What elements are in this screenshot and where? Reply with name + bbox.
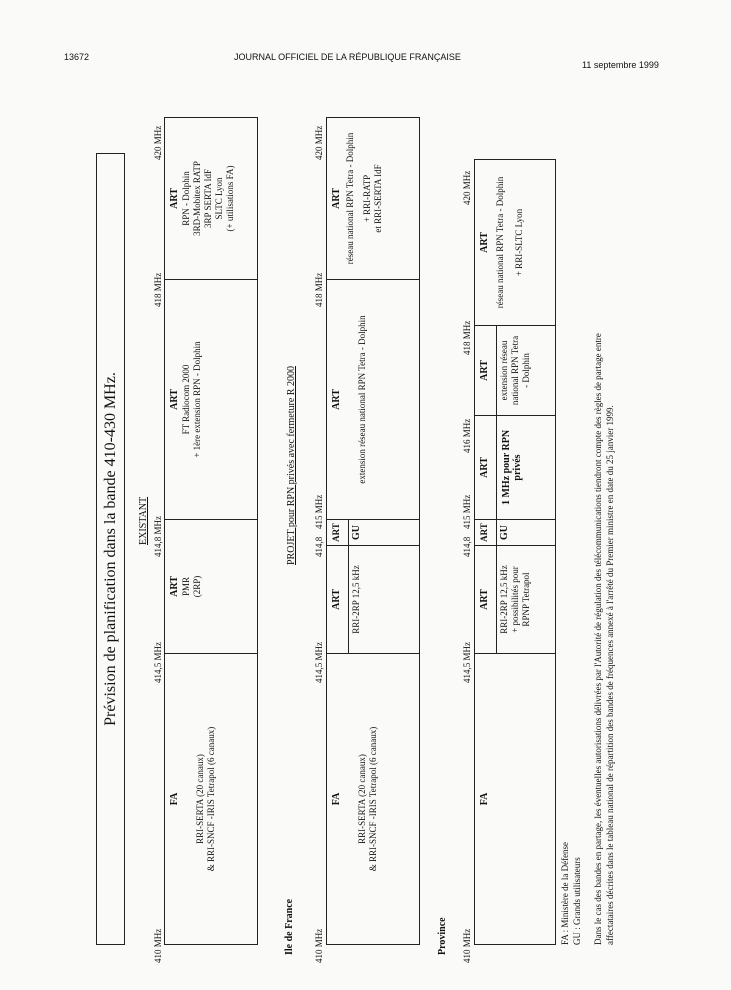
freq-label: 420 MHz	[462, 170, 472, 205]
cell-text: + 1ère extension RPN - Dolphin	[192, 341, 202, 458]
cell-text: + RRI-SLTC Lyon	[514, 208, 524, 277]
legend-fa: FA : Ministère de la Défense	[560, 841, 570, 945]
ile-de-france-table	[326, 117, 420, 945]
art-cell	[165, 280, 257, 520]
cell-text: 1 MHz pour RPN	[501, 429, 512, 506]
cell-text: extension réseau national RPN Tetra - Dolphin	[357, 315, 367, 484]
art-cell	[165, 118, 257, 280]
section-existant-label: EXISTANT	[138, 496, 149, 545]
footnote-line-1: Dans le cas des bandes en partage, les éventuelles autorisations délivrées par l'Autorité de régulation des télécommunications tiendront compte des règles de partage entre	[593, 333, 603, 945]
legend-gu: GU : Grands utilisateurs	[572, 857, 582, 945]
fa-cell	[165, 654, 257, 944]
freq-label: 418 MHz	[153, 272, 163, 307]
gu-label: GU	[499, 525, 510, 540]
cell-heading: FA	[169, 792, 180, 806]
cell-heading: ART	[331, 523, 341, 542]
cell-text: privés	[512, 454, 523, 481]
rotated-page-content	[56, 85, 656, 965]
cell-heading: ART	[479, 232, 490, 253]
freq-label: 416 MHz	[462, 418, 472, 453]
cell-text: SLTC Lyon	[214, 177, 224, 220]
freq-label: 415 MHz	[462, 494, 472, 529]
cell-text: - Dolphin	[521, 353, 531, 388]
region-ile-de-france: Ile de France	[284, 898, 295, 955]
cell-heading: ART	[169, 188, 180, 209]
art-cell	[475, 160, 555, 326]
freq-label: 414,8	[314, 536, 324, 557]
art-cell	[327, 280, 419, 520]
footnote-line-2: affectataires décrites dans le tableau national de répartition des bandes de fréquences annexé à l'arrêté du Premier ministre en date du 25 janvier 1999.	[605, 405, 615, 945]
freq-label: 414,5 MHz	[153, 642, 163, 683]
region-province: Province	[437, 917, 448, 955]
page-number: 13672	[64, 52, 90, 62]
freq-label: 414,8	[462, 536, 472, 557]
gu-label: GU	[351, 525, 362, 540]
freq-label: 414,5 MHz	[462, 642, 472, 683]
cell-heading: ART	[169, 389, 180, 410]
freq-label: 414,5 MHz	[314, 642, 324, 683]
fa-cell	[475, 654, 555, 944]
art-cell	[327, 546, 419, 654]
freq-label: 420 MHz	[153, 125, 163, 160]
cell-text: FT Radiocom 2000	[181, 364, 191, 435]
art-cell	[475, 416, 555, 520]
cell-heading: ART	[479, 457, 490, 478]
cell-heading: FA	[331, 792, 342, 806]
cell-text: RRI-2RP 12,5 kHz	[351, 565, 361, 634]
freq-label: 418 MHz	[314, 272, 324, 307]
gu-cell	[475, 520, 555, 546]
cell-text: & RRI-SNCF -IRIS Tetrapol (6 canaux)	[206, 726, 216, 872]
cell-text: (+ utilisations FA)	[225, 165, 235, 232]
gu-cell	[327, 520, 419, 546]
freq-label: 414,8 MHz	[153, 516, 163, 557]
cell-heading: FA	[479, 792, 490, 806]
cell-heading: ART	[169, 576, 180, 597]
freq-label: 410 MHz	[314, 928, 324, 963]
cell-text: RRI-SERTA (20 canaux)	[357, 754, 367, 844]
cell-heading: ART	[479, 360, 490, 381]
publication-date: 11 septembre 1999	[582, 60, 659, 70]
cell-text: RPNP Tetrapol	[521, 572, 531, 627]
cell-text: et RRI-SERTA IdF	[373, 164, 383, 233]
cell-text: 3RP SERTA IdF	[203, 169, 213, 228]
freq-label: 415 MHz	[314, 494, 324, 529]
cell-text: 3RD-Mobitex RATP	[192, 161, 202, 236]
art-cell	[475, 326, 555, 416]
cell-text: + RRI-RATP	[362, 174, 372, 223]
cell-text: RRI-SERTA (20 canaux)	[195, 754, 205, 844]
existant-table	[164, 117, 258, 945]
journal-title: JOURNAL OFFICIEL DE LA RÉPUBLIQUE FRANÇAISE	[234, 52, 461, 62]
fa-cell	[327, 654, 419, 944]
cell-text: + possibilités pour	[510, 566, 520, 633]
cell-heading: ART	[331, 589, 342, 610]
art-cell	[327, 118, 419, 280]
cell-text: national RPN Tetra	[510, 335, 520, 406]
cell-text: & RRI-SNCF -IRIS Tetrapol (6 canaux)	[368, 726, 378, 872]
art-cell	[165, 520, 257, 654]
cell-text: RPN - Dolphin	[181, 171, 191, 226]
cell-text: extension réseau	[499, 340, 509, 401]
cell-heading: ART	[331, 188, 342, 209]
freq-label: 418 MHz	[462, 320, 472, 355]
section-projet-label: PROJET pour RPN privés avec fermeture R 2000	[286, 366, 297, 565]
freq-label: 420 MHz	[314, 125, 324, 160]
art-cell	[475, 546, 555, 654]
document-title: Prévision de planification dans la bande 410-430 MHz.	[96, 153, 125, 945]
cell-heading: ART	[479, 589, 490, 610]
cell-text: réseau national RPN Tetra - Dolphin	[495, 176, 505, 309]
cell-text: réseau national RPN Tetra - Dolphin	[345, 132, 355, 265]
cell-text: (2RP)	[192, 575, 202, 598]
cell-heading: ART	[479, 523, 489, 542]
cell-text: PMR	[181, 577, 191, 597]
cell-heading: ART	[331, 389, 342, 410]
cell-text: RRI-2RP 12,5 kHz	[499, 565, 509, 634]
freq-label: 410 MHz	[462, 928, 472, 963]
freq-label: 410 MHz	[153, 928, 163, 963]
province-table	[474, 159, 556, 945]
